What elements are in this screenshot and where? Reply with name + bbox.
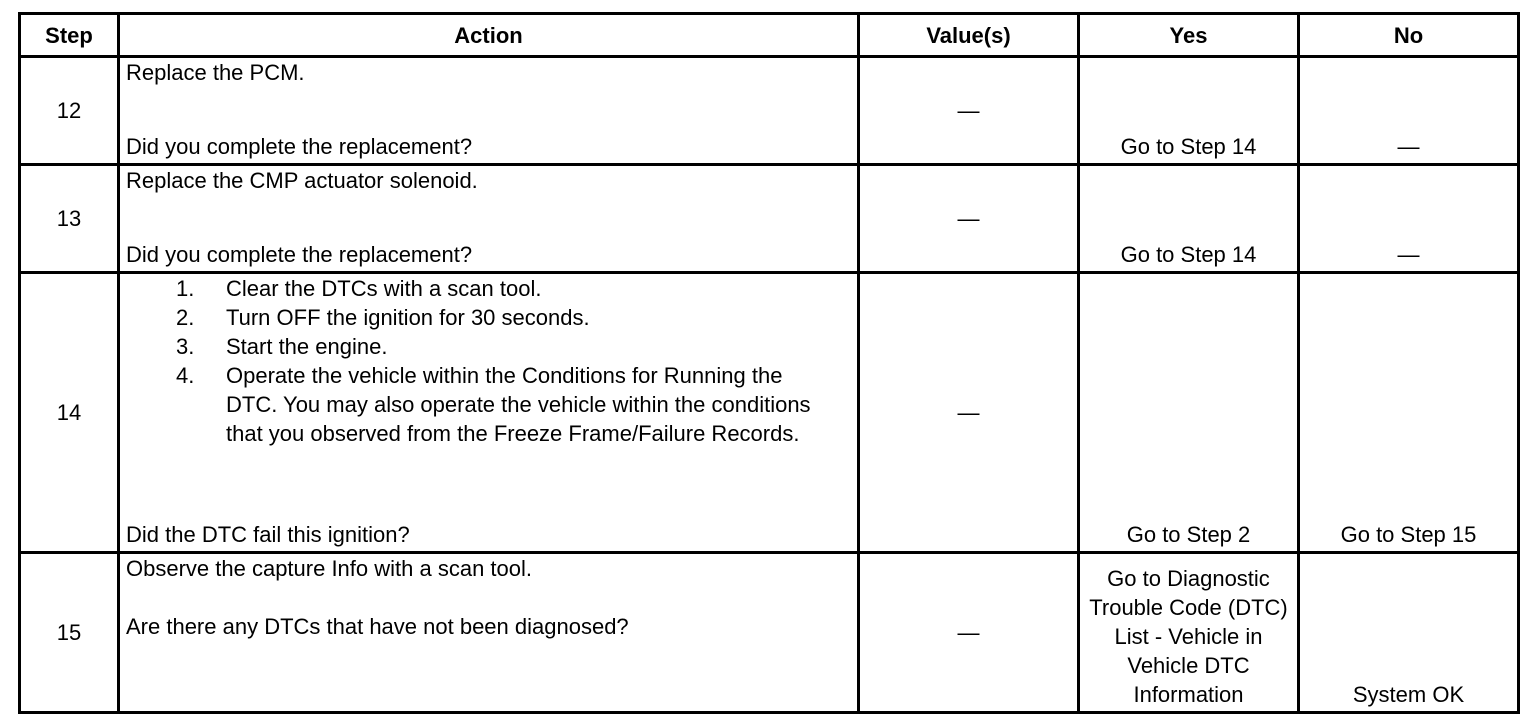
yes-cell: Go to Step 2	[1079, 273, 1299, 553]
action-instruction: Observe the capture Info with a scan tool.	[126, 556, 533, 581]
procedure-step-number: 4.	[176, 363, 195, 388]
action-question: Did you complete the replacement?	[126, 242, 473, 267]
procedure-step	[126, 274, 836, 303]
no-cell: System OK	[1299, 553, 1519, 713]
procedure-step-text: Turn OFF the ignition for 30 seconds.	[226, 305, 590, 330]
action-cell	[119, 273, 859, 553]
procedure-step-text: Clear the DTCs with a scan tool.	[226, 276, 542, 301]
yes-cell	[1079, 553, 1299, 713]
no-cell: Go to Step 15	[1299, 273, 1519, 553]
yes-cell: Go to Step 14	[1079, 165, 1299, 273]
table-row	[20, 165, 1519, 273]
header-yes: Yes	[1079, 14, 1299, 57]
table-header-row	[20, 14, 1519, 57]
value-cell: —	[859, 165, 1079, 273]
step-number: 12	[20, 57, 119, 165]
procedure-step-number: 3.	[176, 334, 195, 359]
yes-link-text: Go to Diagnostic Trouble Code (DTC) List - Vehicle in Vehicle DTC Information	[1089, 566, 1288, 707]
procedure-step-text: Start the engine.	[226, 334, 388, 359]
action-question: Are there any DTCs that have not been diagnosed?	[126, 614, 629, 639]
table-row	[20, 553, 1519, 713]
header-action: Action	[119, 14, 859, 57]
action-cell	[119, 165, 859, 273]
step-number: 13	[20, 165, 119, 273]
step-number: 14	[20, 273, 119, 553]
procedure-list	[126, 274, 857, 448]
procedure-step	[126, 332, 836, 361]
no-cell: —	[1299, 57, 1519, 165]
procedure-step	[126, 303, 836, 332]
step-number: 15	[20, 553, 119, 713]
value-cell: —	[859, 553, 1079, 713]
procedure-step-text: Operate the vehicle within the Conditions for Running the DTC. You may also operate the vehicle within the conditions that you observed from the Freeze Frame/Failure Records.	[226, 363, 811, 446]
header-no: No	[1299, 14, 1519, 57]
procedure-step-number: 1.	[176, 276, 195, 301]
action-question: Did the DTC fail this ignition?	[126, 522, 410, 547]
header-values: Value(s)	[859, 14, 1079, 57]
diagnostic-table	[18, 12, 1520, 714]
table-row	[20, 273, 1519, 553]
yes-cell: Go to Step 14	[1079, 57, 1299, 165]
action-instruction: Replace the CMP actuator solenoid.	[126, 168, 478, 193]
action-instruction: Replace the PCM.	[126, 60, 305, 85]
header-step: Step	[20, 14, 119, 57]
procedure-step-number: 2.	[176, 305, 195, 330]
action-question: Did you complete the replacement?	[126, 134, 473, 159]
procedure-step	[126, 361, 836, 448]
action-cell	[119, 57, 859, 165]
action-cell	[119, 553, 859, 713]
no-cell: —	[1299, 165, 1519, 273]
value-cell: —	[859, 57, 1079, 165]
value-cell: —	[859, 273, 1079, 553]
table-row	[20, 57, 1519, 165]
